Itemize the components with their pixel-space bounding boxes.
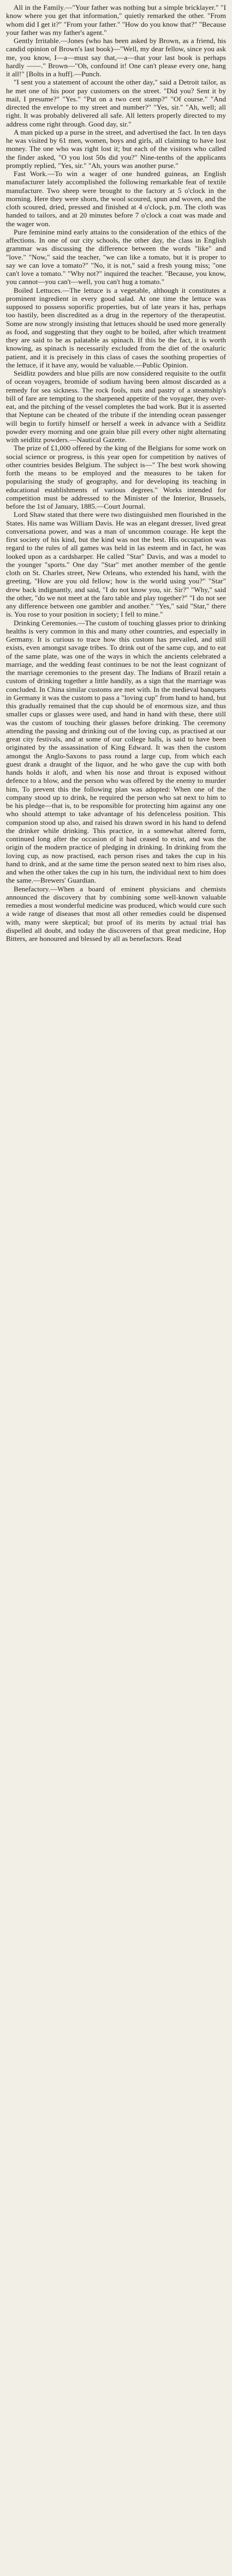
paragraph: Fast Work.—To win a wager of one hundred guineas, an English manufacturer lately accomplished the following remarkable feat of textile manufacture. Two sheep were brought to the factory at 5 o'clock in the morning. Here they were shorn, the wool scoured, spun and woven, and the cloth scoured, dried, pressed and finished at 4 o'clock, p.m. The cloth was handed to tailors, and at 20 minutes before 7 o'clock a coat was made and the wager won. [6, 170, 226, 228]
article-fast-work [6, 170, 226, 228]
paragraph: Pure feminine mind early attains to the consideration of the ethics of the affections. In one of our city schools, the other day, the class in English grammar was discussing the difference between the words "like" and "love." "Now," said the teacher, "we can like a tomato, but it is proper to say we can love a tomato?" "No, it is not," said a fresh young miss; "one can't love a tomato." "Why not?" inquired the teacher. "Because, you know, you cannot—you can't—well, you can't hug a tomato." [6, 227, 226, 286]
article-lost-purse [6, 128, 226, 170]
newspaper-column [0, 0, 232, 943]
article-like-and-love [6, 228, 226, 286]
paragraph: Gently Irritable.—Jones (who has been asked by Brown, as a friend, his candid opinion of Brown's last book)—"Well, my dear fellow, since you ask me, you know, I—a—must say that,—a—that your last book is perhaps hardly ——." Brown—"Oh, confound it! One can't please every one, hang it all!" [Bolts in a huff].—Punch. [6, 37, 226, 78]
article-king-of-belgians-prize [6, 444, 226, 510]
article-all-in-the-family [6, 3, 226, 37]
paragraph: Boiled Lettuces.—The lettuce is a vegetable, although it constitutes a prominent ingredient in every good salad. At one time the lettuce was supposed to possess soporific properties, but of late years it has, perhaps too hastily, been discredited as a drug in the repertory of the therapeutist. Some are now strongly insisting that lettuces should be used more generally as food, and suggesting that they ought to be boiled, after which treatment they are said to be as palatable as spinach. If this be the fact, it is worth knowing, as spinach is necessarily excluded from the diet of the oxaluric patient, and it is precisely in this class of cases the soothing properties of the lettuce, if it have any, would be valuable.—Public Opinion. [6, 286, 226, 369]
article-benefactory [6, 885, 226, 943]
paragraph: All in the Family.—"Your father was nothing but a simple bricklayer." "I know where you get that information," quietly remarked the other. "From whom did I get it?" "From your father." "How do you know that?" "Because your father was my father's agent." [6, 3, 226, 37]
paragraph: "I sent you a statement of account the other day," said a Detroit tailor, as he met one of his poor pay customers on the street. "Did you? Sent it by mail, I presume?" "Yes." "Put on a two cent stamp?" "Of course." "And directed the envelope to my street and number?" "Yes, sir." "Ah, well; all right. It was probably delivered all safe. All letters properly directed to my address come right through. Good day, sir." [6, 78, 226, 128]
article-seidlitz-powders [6, 369, 226, 444]
paragraph: Drinking Ceremonies.—The custom of touching glasses prior to drinking healths is very common in this and many other countries, and especially in Germany. It is curious to trace how this custom has prevailed, and still exists, even amongst savage tribes. To drink out of the same cup, and to eat of the same plate, was one of the ways in which the ancients celebrated a marriage, and the wedding feast continues to be not the least cognizant of the marriage ceremonies to the present day. The Indians of Brazil retain a custom of drinking together a little handily, as a sign that the marriage was concluded. In China similar customs are met with. In the medieval banquets in Germany it was the custom to pass a "loving cup" from hand to hand, but this gradually remained that the cup should be of enormous size, and thus smaller cups or glasses were used, and hand in hand with these, there still was the custom of touching their glasses before drinking. The ceremony attending the passing and drinking out of the loving cup, as practised at our great city festivals, and at some of our college halls, is said to have been originated by the assassination of King Edward. It was then the custom amongst the Anglo-Saxons to pass round a large cup, from which each guest drank a draught of the liquor, and he who gave the cup with both hands holds it aloft, and when his nose and throat is exposed without defence to a blow, and the person who was offered by the enemy to murder him, To prevent this the following plan was adopted: When one of the company stood up to drink, he required the person who sat next to him to be his pledge—that is, to be responsible for protecting him against any one who should attempt to take advantage of his defenceless position. This companion stood up also, and raised his drawn sword in his hand to defend the drinker while drinking. This practice, in a somewhat altered form, continued long after the occasion of it had ceased to exist, and was the origin of the modern practice of pledging in drinking. In drinking from the loving cup, as now practised, each person rises and takes the cup in his hand to drink, and at the same time the person seated next to him rises also, and when the other takes the cup in his turn, the individual next to him does the same.—Brewers' Guardian. [6, 618, 226, 885]
article-detroit-tailor [6, 78, 226, 128]
article-gently-irritable [6, 37, 226, 78]
paragraph: A man picked up a purse in the street, and advertised the fact. In ten days he was visited by 61 men, women, boys and girls, all claiming to have lost money. The one who was right lost it; but each of the visitors who called the finder asked, "O you lost 50s did you?" Nine-tenths of the applicants promptly replied, "Yes, sir." "Ah, yours was another purse." [6, 128, 226, 170]
paragraph: Lord Shaw stated that there were two distinguished men flourished in the States. His name was William Davis. He was an elegant dresser, lived great conversationa power, and was a man of uncommon courage. He kept the first society of his kind, but the kind was not the best. His occupation was regard to the rules of all games was held in las esteem and in fact, he was looked upon as a cardsharper. He called "Star" Davis, and was a model to the younger "sports." One day "Star" met another member of the gentle cloth on St. Charles street, New Orleans, who extended his hand, with the greeting, "How are you old fellow; how is the world using you?" "Star" drew back indignantly, and said, "I do not know you, sir. Sir?" "Why," said the other, "do we not meet at the faro table and play together?" "I do not see any difference between one gambler and another." "Yes," said "Star," there is. You rose to your position in society; I fell to mine." [6, 510, 226, 619]
paragraph: Seidlitz powders and blue pills are now considered requisite to the outfit of ocean voyagers, bromide of sodium having been almost discarded as a remedy for sea sickness. The rock fools, nuts and pastry of a steamship's bill of fare are tempting to the sharpened appetite of the voyager, they over-eat, and the pitching of the vessel completes the bad work. But it is asserted that Neptune can be cheated of the tribute if the intending ocean passenger will begin to fortify himself or herself a week in advance with a Seidlitz powder every morning and one grain blue pill every other night alternating with seidlitz powders.—Nautical Gazette. [6, 369, 226, 444]
article-boiled-lettuces [6, 286, 226, 370]
paragraph: Benefactory.—When a board of eminent physicians and chemists announced the discovery that by combining some well-known valuable remedies a most wonderful medicine was produced, which would cure such a wide range of diseases that most all other remedies could be dispensed with, many were skeptical; but proof of its merits by actual trial has dispelled all doubt, and today the discoverers of that great medicine, Hop Bitters, are honoured and blessed by all as benefactors. Read [6, 884, 226, 943]
article-star-davis [6, 510, 226, 618]
article-drinking-ceremonies [6, 619, 226, 885]
paragraph: The prize of £1,000 offered by the king of the Belgians for some work on social science or progress, is this year open for competition by natives of other countries besides Belgium. The subject is—" The best work showing forth the means to be employed and the measures to be taken for popularising the study of geography, and for developing its teaching in educational establishments of various degrees." Works intended for competition must be addressed to the Minister of the Interior, Brussels, before the 1st of January, 1885.—Court Journal. [6, 444, 226, 510]
